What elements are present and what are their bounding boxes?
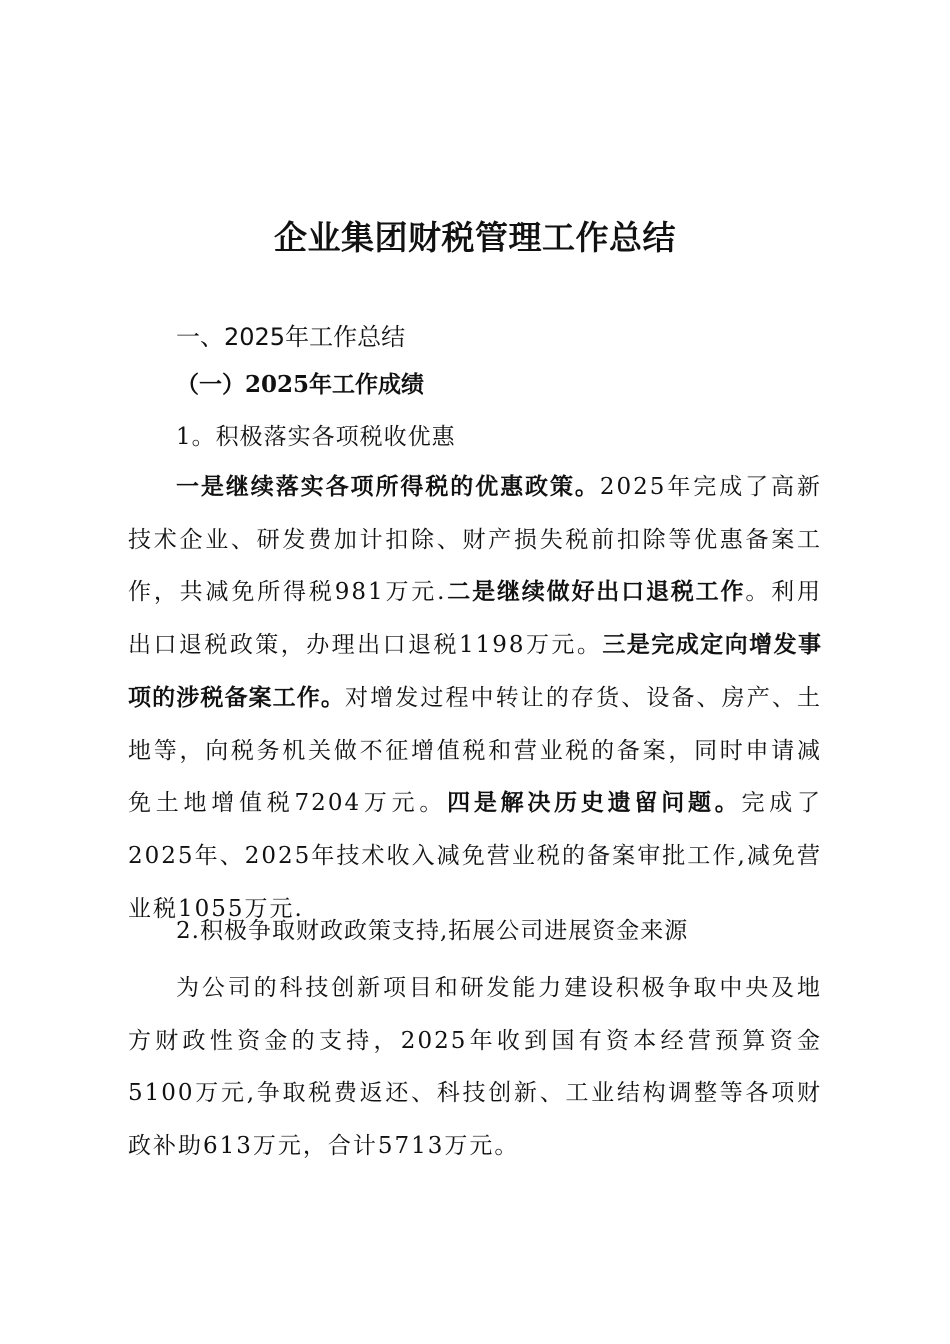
point-2-bold: 二是继续做好出口退税工作 bbox=[446, 579, 746, 606]
paragraph-tax-incentives bbox=[128, 461, 822, 935]
point-4-text: 完成了2025年、2025年技术收入减免营业税的备案审批工作,减免营业税1055万元. bbox=[128, 790, 823, 922]
section-heading-1: 一、2025年工作总结 bbox=[176, 323, 406, 351]
item-heading-1: 1。积极落实各项税收优惠 bbox=[176, 424, 456, 450]
point-2-text: 。利用出口退税政策，办理出口退税1198万元。 bbox=[128, 579, 823, 659]
item-heading-2: 2.积极争取财政政策支持,拓展公司进展资金来源 bbox=[176, 918, 689, 944]
point-3-text: 对增发过程中转让的存货、设备、房产、土地等，向税务机关做不征增值税和营业税的备案，同时申请减免土地增值税7204万元。 bbox=[128, 684, 823, 817]
point-1-bold: 一是继续落实各项所得税的优惠政策。 bbox=[176, 474, 600, 500]
point-1-text: 2025年完成了高新技术企业、研发费加计扣除、财产损失税前扣除等优惠备案工作，共减免所得税981万元. bbox=[128, 474, 822, 606]
point-3-bold: 三是完成定向增发事项的涉税备案工作。 bbox=[128, 632, 822, 711]
point-4-bold: 四是解决历史遗留问题。 bbox=[447, 790, 742, 817]
paragraph-fiscal-support: 为公司的科技创新项目和研发能力建设积极争取中央及地方财政性资金的支持，2025年收到国有资本经营预算资金5100万元,争取税费返还、科技创新、工业结构调整等各项财政补助613万元，合计5713万元。 bbox=[128, 975, 822, 1160]
subsection-heading-1: （一）2025年工作成绩 bbox=[176, 371, 425, 398]
document-title: 企业集团财税管理工作总结 bbox=[274, 218, 676, 257]
